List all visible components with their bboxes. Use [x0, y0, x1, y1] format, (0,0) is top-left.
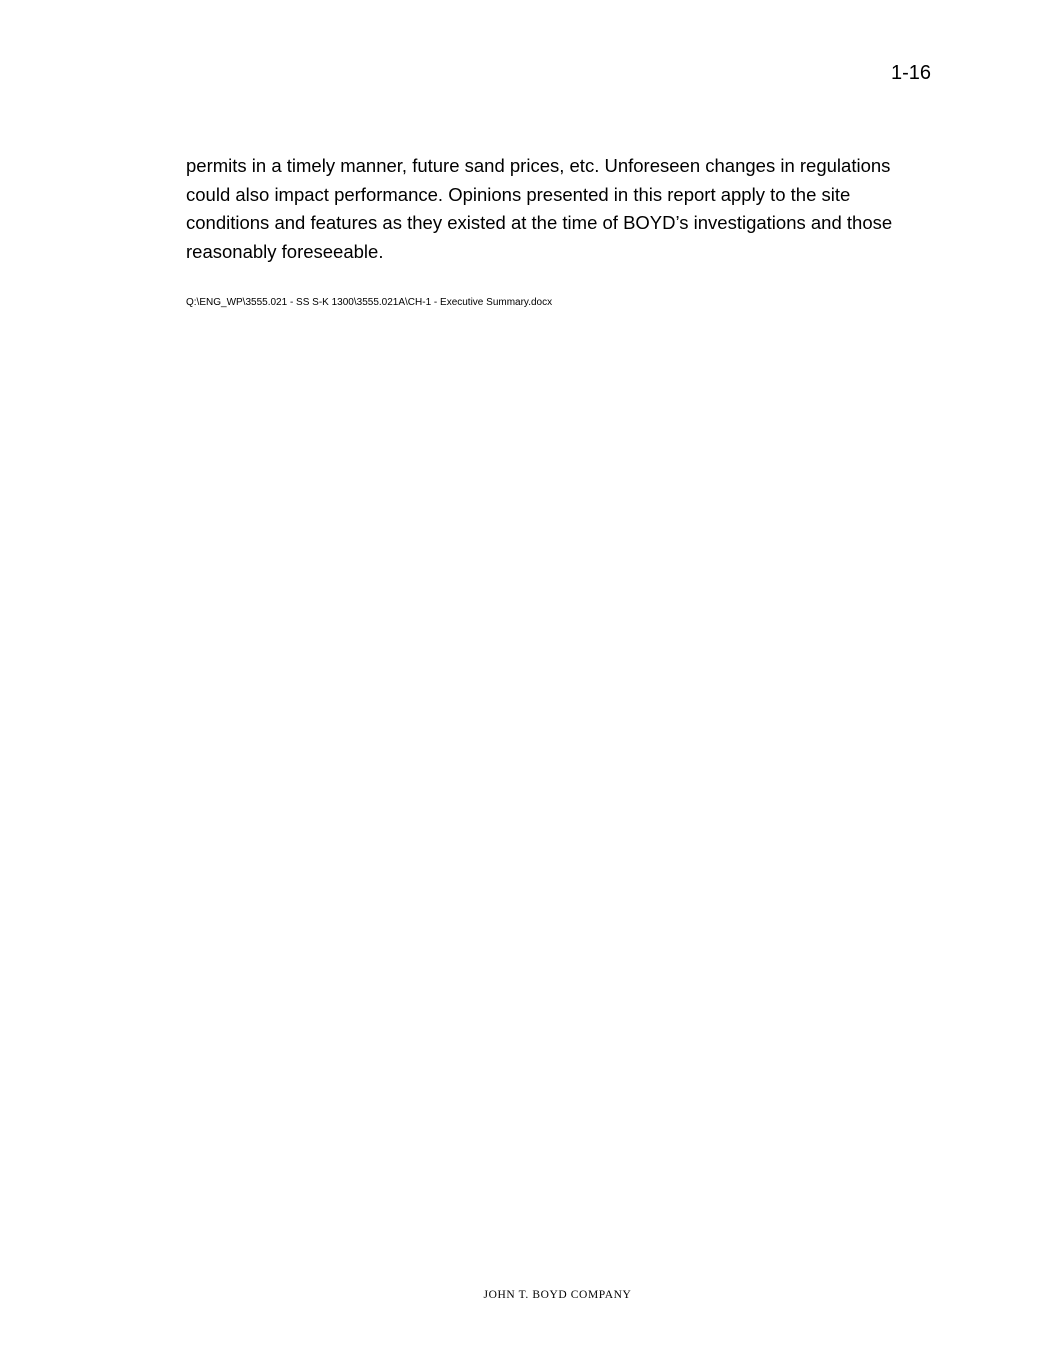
page-number: 1-16 [890, 62, 931, 84]
company-footer: JOHN T. BOYD COMPANY [483, 1289, 632, 1301]
body-paragraph: permits in a timely manner, future sand prices, etc. Unforeseen changes in regulations could also impact performance. Opinions presented in this report apply to the site conditions and features as they existed at the time of BOYD’s investigations and those reasonably foreseeable. [186, 155, 893, 262]
file-path-footnote: Q:\ENG_WP\3555.021 - SS S-K 1300\3555.021A\CH-1 - Executive Summary.docx [186, 297, 553, 308]
